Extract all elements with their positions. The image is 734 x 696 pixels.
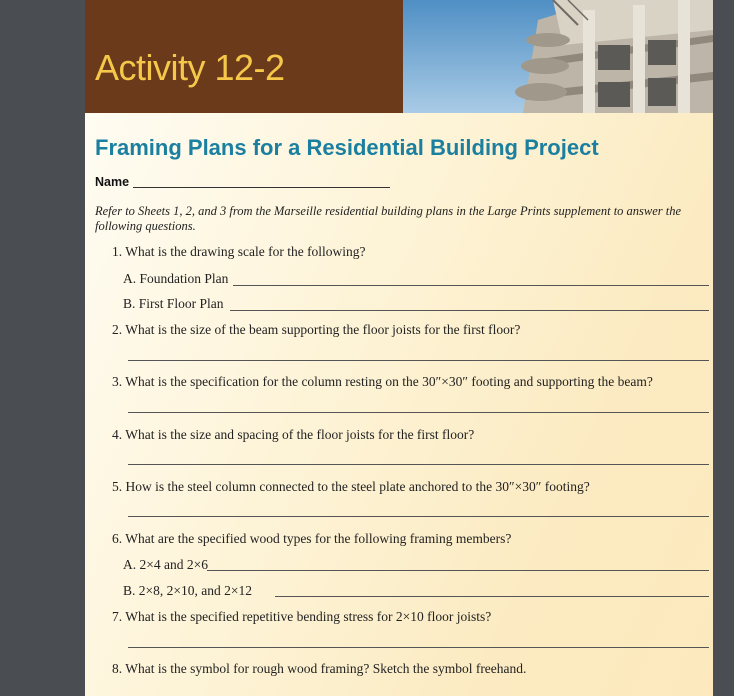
q1-sub-a-answer-line[interactable]	[233, 285, 709, 286]
worksheet-heading: Framing Plans for a Residential Building Project	[95, 135, 599, 160]
name-label: Name	[95, 175, 130, 189]
q6-sub-a-label: A. 2×4 and 2×6	[123, 557, 208, 572]
question-8: 8. What is the symbol for rough wood framing? Sketch the symbol freehand.	[112, 661, 527, 676]
q1-sub-b-answer-line[interactable]	[230, 310, 709, 311]
q4-answer-line[interactable]	[128, 464, 709, 465]
name-field[interactable]	[133, 187, 390, 188]
question-2: 2. What is the size of the beam supporting the floor joists for the first floor?	[112, 322, 521, 337]
q7-answer-line[interactable]	[128, 647, 709, 648]
question-4: 4. What is the size and spacing of the floor joists for the first floor?	[112, 427, 475, 442]
q2-answer-line[interactable]	[128, 360, 709, 361]
question-1: 1. What is the drawing scale for the following?	[112, 244, 366, 259]
building-photo	[403, 0, 713, 113]
viewer-margin	[713, 0, 734, 696]
q3-answer-line[interactable]	[128, 412, 709, 413]
q1-sub-b-label: B. First Floor Plan	[123, 296, 224, 311]
activity-banner	[85, 0, 403, 113]
question-6: 6. What are the specified wood types for the following framing members?	[112, 531, 512, 546]
q6-sub-a-answer-line[interactable]	[207, 570, 709, 571]
activity-title: Activity 12-2	[95, 47, 285, 88]
q6-sub-b-answer-line[interactable]	[275, 596, 709, 597]
q5-answer-line[interactable]	[128, 516, 709, 517]
question-7: 7. What is the specified repetitive bending stress for 2×10 floor joists?	[112, 609, 492, 624]
instructions: Refer to Sheets 1, 2, and 3 from the Marseille residential building plans in the Large Prints supplement to answer the following questions.	[95, 204, 682, 233]
question-5: 5. How is the steel column connected to the steel plate anchored to the 30″×30″ footing?	[112, 479, 590, 494]
q1-sub-a-label: A. Foundation Plan	[123, 271, 229, 286]
worksheet-page	[85, 0, 713, 696]
question-3: 3. What is the specification for the column resting on the 30″×30″ footing and supporting the beam?	[112, 374, 653, 389]
q6-sub-b-label: B. 2×8, 2×10, and 2×12	[123, 583, 252, 598]
